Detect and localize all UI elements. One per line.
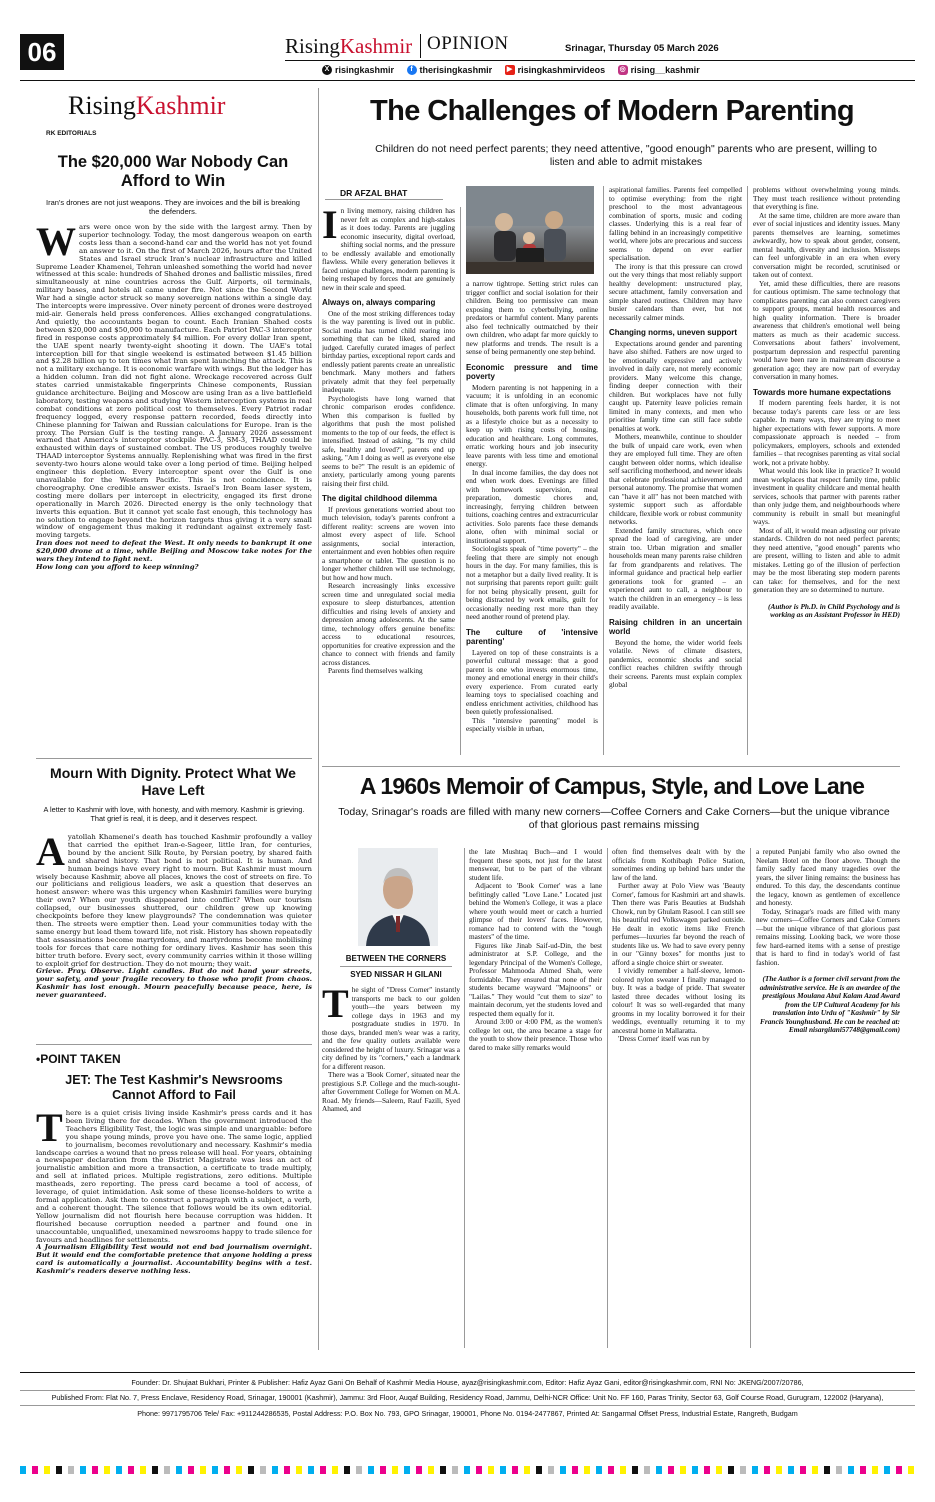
parenting-subtitle: Children do not need perfect parents; they need attentive, "good enough" parents who are present, willing to listen and able to admit mistakes bbox=[375, 143, 877, 168]
registration-swatch bbox=[692, 1466, 698, 1474]
registration-swatch bbox=[176, 1466, 182, 1474]
registration-swatch bbox=[380, 1466, 386, 1474]
dateline: Srinagar, Thursday 05 March 2026 bbox=[565, 43, 719, 54]
author-portrait bbox=[358, 848, 438, 946]
registration-swatch bbox=[296, 1466, 302, 1474]
registration-swatch bbox=[716, 1466, 722, 1474]
registration-swatch bbox=[188, 1466, 194, 1474]
footer-line-1: Founder: Dr. Shujaat Bukhari, Printer & Publisher: Hafiz Ayaz Gani On Behalf of Kashmir Media House, ayaz@risingkashmir.com, Editor: Hafiz Ayaz Gani, editor@risingkashmir.com, RNI No: JKENG/2007/20786, bbox=[131, 1378, 804, 1387]
x-icon: X bbox=[322, 65, 332, 75]
footer-top-rule bbox=[20, 1372, 915, 1373]
footer-line-2: Published From: Flat No. 7, Press Enclave, Residency Road, Srinagar, 190001 (Kashmir), Jammu: 3rd Floor, Auqaf Building, Residency Road, Jammu, Delhi-NCR Office: Unit No. FF 160, Paras Trinity, Sector 63, Golf Course Road, Gurugram, 122002 (Haryana), bbox=[51, 1393, 884, 1402]
registration-swatch bbox=[656, 1466, 662, 1474]
registration-strip bbox=[20, 1462, 915, 1472]
point-taken-closing: A Journalism Eligibility Test would not end bad journalism overnight. But it would end the comfortable pretence that anyone holding a press card is automatically a journalist. Accountability begins with a test. Kashmir's readers deserve nothing less. bbox=[36, 1243, 312, 1276]
registration-swatch bbox=[872, 1466, 878, 1474]
registration-swatch bbox=[260, 1466, 266, 1474]
mourn-closing: Grieve. Pray. Observe. Light candles. But do not hand your streets, your safety, and your fragile recovery to those who profit from chaos. Kashmir has lost enough. Mourn peacefully because peace, here, is never guaranteed. bbox=[36, 967, 312, 1000]
social-bar bbox=[322, 63, 710, 75]
registration-swatch bbox=[572, 1466, 578, 1474]
mourn-title: Mourn With Dignity. Protect What We Have Left bbox=[50, 765, 296, 798]
editorial-body bbox=[36, 224, 312, 748]
registration-swatch bbox=[632, 1466, 638, 1474]
registration-swatch bbox=[44, 1466, 50, 1474]
registration-swatch bbox=[332, 1466, 338, 1474]
registration-swatch bbox=[848, 1466, 854, 1474]
parenting-byline: DR AFZAL BHAT bbox=[340, 188, 408, 198]
registration-swatch bbox=[548, 1466, 554, 1474]
registration-swatch bbox=[248, 1466, 254, 1474]
registration-swatch bbox=[452, 1466, 458, 1474]
left-column-divider bbox=[318, 88, 319, 1350]
registration-swatch bbox=[80, 1466, 86, 1474]
registration-swatch bbox=[788, 1466, 794, 1474]
facebook-icon: f bbox=[407, 65, 417, 75]
section-label: OPINION bbox=[427, 33, 509, 54]
registration-swatch bbox=[476, 1466, 482, 1474]
youtube-icon: ▶ bbox=[505, 65, 515, 75]
registration-swatch bbox=[308, 1466, 314, 1474]
registration-swatch bbox=[224, 1466, 230, 1474]
brand-rising: Rising bbox=[285, 34, 340, 58]
editorial-title: The $20,000 War Nobody Can Afford to Win bbox=[57, 153, 289, 190]
registration-swatch bbox=[800, 1466, 806, 1474]
registration-swatch bbox=[764, 1466, 770, 1474]
registration-swatch bbox=[164, 1466, 170, 1474]
parenting-divider-3 bbox=[747, 186, 748, 755]
byline-rule bbox=[325, 199, 443, 200]
footer-rule-3 bbox=[20, 1405, 915, 1406]
memoir-col-4: a reputed Punjabi family who also owned the Neelam Hotel on the floor above. Though the family sadly faced many tragedies over the years, the silver lining remains: the business has endured. To this day, the descendants continue the legacy, known as gentlemen of excellence and honesty. Today, Srinagar's roads are filled with many new corners—Coffee Corners and Cake Corners—but the unique vibrance of that glorious past remains missing. Looking back, we wore those few hard-earned items with a sense of prestige that is hard to find in today's world of fast fashion. (The Author is a former civil servant from the administrative service. He is an awardee of the prestigious Moulana Abul Kalam Azad Award from the UP Cultural Academy for his translation into Urdu of "Kashmir" by Sir Francis Younghusband. He can be reached at: Email nisargilani57748@gmail.com) bbox=[756, 848, 900, 1034]
footer-rule-2 bbox=[20, 1390, 915, 1391]
editorial-question: How long can you afford to keep winning? bbox=[36, 562, 199, 571]
registration-swatch bbox=[536, 1466, 542, 1474]
parenting-col-4: problems without overwhelming young minds. They must teach resilience without pretending that everything is fine. At the same time, children are more aware than ever of social injustices and identity issues. Many parents themselves are learning, sometimes awkwardly, how to speak about gender, consent, mental health, diversity and inclusion. Missteps can feel unforgivable in an era when every conversation might be recorded, scrutinised or taken out of context. Yet, amid these difficulties, there are reasons for cautious optimism. The same technology that complicates parenting can also connect caregivers to support groups, mental health resources and high quality information. There is broader awareness that children's emotional well being matters as much as their academic success. Conversations about fathers' involvement, postpartum depression and respectful parenting would have been rare in mainstream discourse a generation ago; they are now part of everyday conversation in many homes. Towards more humane expectations If modern parenting feels harder, it is not because today's parents care less or are less capable. In many ways, they are trying to meet higher expectations with fewer supports. A more compassionate approach is needed – from policymakers, employers, schools and extended families – that recognises parenting as vital social work, not a private hobby. What would this look like in practice? It would mean workplaces that respect family time, public investment in quality childcare and mental health services, schools that partner with parents rather than only judge them, and neighbourhoods where community is rebuilt in small but meaningful ways. Most of all, it would mean adjusting our private standards. Children do not need perfect parents; they need attentive, "good enough" parents who are present, willing to listen and able to admit mistakes. Letting go of the illusion of perfection may be the most liberating step modern parents can take: for themselves, and for the next generation they are so determined to nurture. (Author is Ph.D. in Child Psychology and is working as an Assistant Professor in HED) bbox=[753, 186, 900, 619]
registration-swatch bbox=[500, 1466, 506, 1474]
registration-swatch bbox=[560, 1466, 566, 1474]
registration-swatch bbox=[488, 1466, 494, 1474]
registration-swatch bbox=[728, 1466, 734, 1474]
registration-swatch bbox=[512, 1466, 518, 1474]
parenting-dropcap: I bbox=[322, 207, 338, 247]
point-taken-title: JET: The Test Kashmir's Newsrooms Cannot Afford to Fail bbox=[65, 1073, 283, 1102]
parenting-author-note: (Author is Ph.D. in Child Psychology and is working as an Assistant Professor in HED) bbox=[768, 601, 900, 619]
registration-swatch bbox=[200, 1466, 206, 1474]
registration-swatch bbox=[152, 1466, 158, 1474]
social-instagram[interactable]: ◎ rising__kashmir bbox=[619, 65, 700, 75]
registration-marks bbox=[20, 1465, 915, 1475]
parenting-title: The Challenges of Modern Parenting bbox=[370, 95, 854, 127]
mourn-subtitle: A letter to Kashmir with love, with honesty, and with memory. Kashmir is grieving. That grief is real, it is deep, and it deserves respect. bbox=[43, 805, 305, 823]
editorial-subtitle: Iran's drones are not just weapons. They are invoices and the bill is breaking the defenders. bbox=[46, 198, 300, 216]
heading-uncertain-world: Raising children in an uncertain world bbox=[609, 617, 742, 636]
social-facebook[interactable]: f therisingkashmir bbox=[407, 65, 493, 75]
masthead-brand bbox=[285, 34, 412, 58]
parenting-divider-1 bbox=[460, 207, 461, 755]
registration-swatch bbox=[884, 1466, 890, 1474]
registration-swatch bbox=[740, 1466, 746, 1474]
memoir-dropcap: T bbox=[322, 986, 349, 1026]
parenting-col-2: a narrow tightrope. Setting strict rules can trigger conflict and social isolation for their children. Being too permissive can mean exposing them to cyberbullying, online predators or harmful content. Many parents also feel technically outmatched by their own children, who adapt far more quickly to new platforms and trends. The result is a sense of being permanently one step behind. Economic pressure and time poverty Modern parenting is not happening in a vacuum; it is unfolding in an economic climate that is often unforgiving. In many households, both parents work full time, not as a lifestyle choice but as a necessity to keep up with rising costs of housing, education and healthcare. Long commutes, erratic working hours and job insecurity leave parents with less time and emotional energy. In dual income families, the day does not end when work does. Evenings are filled with homework supervision, meal preparation, domestic chores and, increasingly, ferrying children between tuitions, coaching centres and extracurricular activities. Solo parents face these demands alone, often with minimal social or institutional support. Sociologists speak of "time poverty" – the feeling that there are simply not enough hours in the day. For many families, this is not a metaphor but a daily lived reality. It is not surprising that parents report guilt: guilt for not being physically present, guilt for being distracted by work emails, guilt for occasionally needing rest more than they need another round of pretend play. The culture of 'intensive parenting' Layered on top of these constraints is a powerful cultural message: that a good parent is one who invests enormous time, money and emotional energy in their child's every experience. From curated early learning toys to specialised coaching and endless enrichment activities, childhood has been quietly professionalised. This "intensive parenting" model is especially visible in urban, bbox=[466, 280, 598, 733]
registration-swatch bbox=[140, 1466, 146, 1474]
brand-kashmir: Kashmir bbox=[339, 34, 413, 58]
memoir-title: A 1960s Memoir of Campus, Style, and Love Lane bbox=[359, 773, 865, 799]
mourn-dropcap: A bbox=[36, 834, 65, 874]
memoir-divider-1 bbox=[464, 848, 465, 1348]
memoir-col-1: The sight of "Dress Corner" instantly transports me back to our golden youth—the years between my college days in 1963 and my postgraduate studies in 1970. In those days, branded men's wear was a rarity, and the few quality outlets available were considered the height of luxury. Srinagar was a city defined by its "corners," each a landmark for a different reason. There was a 'Book Corner', situated near the prestigious S.P. College and the much-sought-after Government College for Women on M.A. Road. My friends—Saleem, Rauf Fazili, Syed Ahamed, and bbox=[322, 986, 460, 1113]
registration-swatch bbox=[812, 1466, 818, 1474]
registration-swatch bbox=[836, 1466, 842, 1474]
registration-swatch bbox=[284, 1466, 290, 1474]
parenting-photo bbox=[466, 186, 594, 274]
memoir-col-3: often find themselves dealt with by the officials from Kothibagh Police Station, sometimes ending up behind bars under the law of the land. Further away at Polo View was 'Beauty Corner', famous for Kashmiri art and shawls. Then there was Paris Beauties at Budshah Chowk, run by Ghulam Rasool. I can still see his beautiful red Volkswagen parked outside. He dealt in exotic items like French perfumes—luxuries far beyond the reach of students like us. We had to save every penny in our "Ginny boxes" for months just to afford a single choice shirt or sweater. I vividly remember a half-sleeve, lemon-colored nylon sweater I finally managed to buy. It was a badge of pride. That sweater lasted three decades without losing its colour! It was so well-regarded that many grooms in my locality borrowed it for their weddings, eventually returning it to my ancestral home in Mallaratta. 'Dress Corner' itself was run by bbox=[612, 848, 745, 1043]
registration-swatch bbox=[608, 1466, 614, 1474]
mourn-body: Ayatollah Khamenei's death has touched Kashmir profoundly a valley that carried the epithet Iran-e-Sageer, little Iran, for centuries, bound by the ancient Silk Route, by Persian poetry, by shared faith and shared history. That bond is not political. It is human. And human beings have every right to mourn. But Kashmir must mourn wisely because Kashmir, above all places, knows the cost of streets on fire. To our politicians and religious leaders, we ask a question that deserves an honest answer: where was this urgency when Kashmiri families were burying their own? When our youth disappeared into conflict? When our tourism collapsed, our businesses shuttered, our children grew up knowing checkpoints before they knew playgrounds? The condemnation was quieter then. The streets were emptier then. Lead your communities today with the same energy but lead them toward life, not risk. History has shown repeatedly that assassinations become martyrdoms, and martyrdoms become mobilising tools for forces that care nothing for ordinary lives. Kashmir has seen this bitter truth before. Every sect, every community carries within it those willing to exploit grief for destruction. They do not mourn; they wait. Grieve. Pray. Observe. Light candles. But do not hand your streets, your safety, and your fragile recovery to those who profit from chaos. Kashmir has lost enough. Mourn peacefully because peace, here, is never guaranteed. bbox=[36, 834, 312, 1000]
registration-swatch bbox=[356, 1466, 362, 1474]
parenting-col-3: aspirational families. Parents feel compelled to optimise everything: from the right preschool to the most advantageous combination of sports, music and coding classes. Underlying this is a real fear of falling behind in an increasingly competitive world, where jobs are precarious and success seems to depend on ever earlier specialisation. The irony is that this pressure can crowd out the very things that most reliably support healthy development: unstructured play, secure attachment, family conversation and simple shared routines. Children may have busier calendars than ever, but not necessarily calmer minds. Changing norms, uneven support Expectations around gender and parenting have also shifted. Fathers are now urged to be emotionally expressive and actively involved in daily care, not merely economic providers. Many welcome this change, finding deeper connection with their children. But workplaces have not fully caught up. Paternity leave policies remain limited in many contexts, and men who prioritise family time can still face subtle penalties at work. Mothers, meanwhile, continue to shoulder the bulk of unpaid care work, even when they are employed full time. They are often caught between older norms, which idealise self sacrificing motherhood, and newer ideals that celebrate professional achievement and personal autonomy. The promise that women can "have it all" has not been matched with systemic support such as affordable childcare, flexible work or robust community networks. Extended family structures, which once spread the load of caregiving, are under strain too. Urban migration and smaller households mean many parents raise children far from grandparents and relatives. The informal guidance and practical help earlier generations took for granted – an experienced aunt to call, a neighbour to watch the children in an emergency – is less readily available. Raising children in an uncertain world Beyond the home, the wider world feels volatile. News of climate disasters, pandemics, economic shocks and social conflict reaches children swiftly through their screens. Parents must explain complex global bbox=[609, 186, 742, 689]
registration-swatch bbox=[68, 1466, 74, 1474]
parenting-col-1: In living memory, raising children has never felt as complex and high-stakes as it does today. Parents are juggling economic insecurity, digital overload, shifting social norms, and the pressure to be endlessly available and emotionally flawless. While every generation believes it faced unique challenges, modern parenting is being reshaped by forces that are genuinely new in their scale and speed. Always on, always comparing One of the most striking differences today is the way parenting is lived out in public. Social media has turned child rearing into something that can be liked, shared and judged. Carefully curated images of perfect birthday parties, exceptional report cards and endlessly patient parents create an unrealistic benchmark. Many mothers and fathers privately admit that they feel perpetually inadequate. Psychologists have long warned that chronic comparison erodes confidence. When this comparison is fuelled by algorithms that push the most polished moments to the top of our feeds, the effect is intensified. Instead of asking, "Is my child safe, healthy and loved?", parents end up asking, "Am I doing as well as everyone else seems to be?" The result is an epidemic of anxiety, particularly among young parents raising their first child. The digital childhood dilemma If previous generations worried about too much television, today's parents confront a different reality: screens are woven into almost every aspect of life. School assignments, social interaction, entertainment and even hobbies often require a smartphone or tablet. The question is no longer whether children will use technology, but how and how much. Research increasingly links excessive screen time and unregulated social media exposure to sleep disturbances, attention difficulties and rising levels of anxiety and depression among adolescents. At the same time, technology offers genuine benefits: access to educational resources, opportunities for creative expression and the chance to connect with friends and family across distances. Parents find themselves walking bbox=[322, 207, 455, 675]
family-illustration bbox=[466, 186, 594, 274]
registration-swatch bbox=[236, 1466, 242, 1474]
registration-swatch bbox=[404, 1466, 410, 1474]
registration-swatch bbox=[908, 1466, 914, 1474]
mourn-rule bbox=[36, 1044, 312, 1045]
heading-humane-expectations: Towards more humane expectations bbox=[753, 387, 892, 397]
memoir-divider-2 bbox=[607, 848, 608, 1348]
heading-intensive-parenting: The culture of 'intensive parenting' bbox=[466, 627, 598, 646]
memoir-top-rule bbox=[322, 766, 900, 767]
registration-swatch bbox=[92, 1466, 98, 1474]
registration-swatch bbox=[896, 1466, 902, 1474]
registration-swatch bbox=[272, 1466, 278, 1474]
registration-swatch bbox=[104, 1466, 110, 1474]
registration-swatch bbox=[56, 1466, 62, 1474]
masthead-bottom-rule bbox=[20, 80, 915, 81]
registration-swatch bbox=[416, 1466, 422, 1474]
registration-swatch bbox=[428, 1466, 434, 1474]
point-taken-label: •POINT TAKEN bbox=[36, 1052, 121, 1066]
author-photo bbox=[358, 848, 438, 946]
parenting-divider-2 bbox=[603, 186, 604, 755]
heading-changing-norms: Changing norms, uneven support bbox=[609, 328, 738, 337]
registration-swatch bbox=[824, 1466, 830, 1474]
registration-swatch bbox=[464, 1466, 470, 1474]
registration-swatch bbox=[128, 1466, 134, 1474]
social-youtube[interactable]: ▶ risingkashmirvideos bbox=[505, 65, 606, 75]
registration-swatch bbox=[704, 1466, 710, 1474]
masthead-divider bbox=[420, 34, 421, 58]
page-number: 06 bbox=[27, 37, 57, 67]
registration-swatch bbox=[752, 1466, 758, 1474]
column-label-rule bbox=[340, 966, 452, 967]
page-number-box bbox=[20, 34, 64, 70]
point-taken-body: There is a quiet crisis living inside Kashmir's press cards and it has been living there for decades. When the government introduced the Teachers Eligibility Test, the logic was simple and unarguable: before you shape young minds, prove you have one. The same logic, applied to journalism, becomes revolutionary and necessary. Kashmir's media landscape carries a wound that no press release will heal. For years, obtaining a newspaper declaration from the District Magistrate was less an act of journalistic ambition and more a transaction, a certificate to trade multiply, and sell at inflated prices. Multiple registrations, zero editions. Multiple mastheads, zero reporting. The press card became a tool of access, of leverage, of quiet intimidation. Ask some of these license-holders to write a formal application. Ask them to construct a paragraph with a subject, a verb, and a coherent thought. The silence that follows would be its own editorial. Yellow journalism did not flourish here because corruption was hidden. It flourished because corruption needed a partner and found one in unaccountable, unqualified, unexamined newsrooms happy to trade silence for favours and headlines for settlements. A Journalism Eligibility Test would not end bad journalism overnight. But it would end the comfortable pretence that anyone holding a press card is automatically a journalist. Accountability begins with a test. Kashmir's readers deserve nothing less. bbox=[36, 1110, 312, 1276]
registration-swatch bbox=[860, 1466, 866, 1474]
heading-digital-childhood: The digital childhood dilemma bbox=[322, 494, 438, 503]
registration-swatch bbox=[584, 1466, 590, 1474]
registration-swatch bbox=[776, 1466, 782, 1474]
registration-swatch bbox=[116, 1466, 122, 1474]
registration-swatch bbox=[524, 1466, 530, 1474]
memoir-byline: SYED NISSAR H GILANI bbox=[350, 970, 442, 979]
registration-swatch bbox=[320, 1466, 326, 1474]
registration-swatch bbox=[680, 1466, 686, 1474]
heading-economic-pressure: Economic pressure and time poverty bbox=[466, 362, 598, 381]
registration-swatch bbox=[368, 1466, 374, 1474]
memoir-subtitle: Today, Srinagar's roads are filled with many new corners—Coffee Corners and Cake Corners—but the unique vibrance of that glorious past remains missing bbox=[338, 806, 890, 831]
editorial-logo: RisingKashmir bbox=[68, 91, 226, 120]
point-taken-dropcap: T bbox=[36, 1110, 63, 1150]
masthead-rule bbox=[285, 60, 915, 61]
memoir-col-2: the late Mushtaq Buch—and I would frequent these spots, not just for the latest menswear, but to be part of the vibrant student life. Adjacent to 'Book Corner' was a lane befittingly called "Love Lane." Located just behind the Women's College, it was a place where youth would meet or catch a hurried glimpse of their lovers' faces. However, romance had to contend with the "tough masters" of the time. Figures like Jinab Saif-ud-Din, the best administrator at S.P. College, and the legendary Principal of the Women's College, Professor Mahmooda Ahmed Shah, were formidable. They ensured that none of their students became wayward "Majnoons" or "Lailas." They would "cut them to size" to maintain decorum, yet the students loved and respected them equally for it. Around 3:00 or 4:00 PM, as the women's college let out, the area became a stage for the youth to show their presence. Those who dared to make silly remarks would bbox=[469, 848, 602, 1052]
editorial-rule bbox=[36, 758, 312, 759]
footer-line-3: Phone: 9971795706 Tele/ Fax: +911244286535, Postal Address: P.O. Box No. 793, GPO Srinagar, 190001, Phone No. 0194-2477867, Printed At: Sangarmal Offset Press, Industrial Estate, Rangreth, Budgam bbox=[137, 1409, 798, 1418]
registration-swatch bbox=[392, 1466, 398, 1474]
registration-swatch bbox=[344, 1466, 350, 1474]
editorial-text: ars were once won by the side with the largest army. Then by superior technology. Today, the most dangerous weapon on earth costs less than a second-hand car and the world has not yet found an answer to it. On the first of March 2026, hours after the United States and Israel struck Iran's nuclear infrastructure and killed Supreme Leader Khamenei, Tehran unleashed something the world had never witnessed at this scale: hundreds of Shahed drones and ballistic missiles, fired simultaneously at nine countries across the Gulf. Airports, oil terminals, military bases, and hotels all came under fire. Not since the Second World War had a single actor struck so many sovereign nations within a single day. The intercepts were impressive. Over ninety percent of drones were destroyed mid-air. Generals held press conferences. Allies exchanged congratulations. And quietly, the accountants began to count. Each Iranian Shahed costs between $20,000 and $50,000 to manufacture. Each Patriot PAC-3 interceptor fired in response costs approximately $4 million. For every dollar Iran spent, the UAE spent nearly twenty-eight shooting it down. The UAE's total interception bill for that single weekend is estimated between $1.45 billion and $2.28 billion up to ten times what Iran spent launching the attack. This is not a military exchange. It is economic warfare with wings. But the ledger has a hidden column. Iran did not fight alone. Wreckage recovered across Gulf states carried unmistakable fingerprints Chinese components, Russian guidance architecture. Beijing and Moscow are using Iran as a live battlefield laboratory, testing weapons and studying Western interception systems in real combat conditions at zero political cost to themselves. Every Patriot radar frequency logged, every response pattern recorded, feeds directly into Chinese planning for Taiwan and Russian calculations for Europe. Iran is the proxy. The Persian Gulf is the testing range. A January 2026 assessment warned that America's interceptor stockpile PAC-3, SM-3, THAAD could be exhausted within days of sustained combat. The US produces roughly twelve THAAD interceptor Systems annually. Replenishing what was fired in the first seventy-two hours alone would take over a long period of time. Beijing helped engineer this depletion. Every interceptor spent over the Gulf is one unavailable for the Western Pacific. This is not coincidence. It is choreography. One credible answer exists. Israel's Iron Beam laser system, costing mere dollars per intercept in electricity, engaged its first drone operationally in March 2026. Directed energy is the only technology that inverts this equation. But it cannot yet scale fast enough, this technology has no solution to engage beyond the horizon targets thus giving it a very small window of engagement thus making it redundant against extremely fast-moving targets. bbox=[36, 224, 312, 540]
registration-swatch bbox=[32, 1466, 38, 1474]
instagram-icon: ◎ bbox=[619, 66, 626, 73]
registration-swatch bbox=[668, 1466, 674, 1474]
memoir-divider-3 bbox=[750, 848, 751, 1348]
registration-swatch bbox=[620, 1466, 626, 1474]
editorial-closing: Iran does not need to defeat the West. It only needs to bankrupt it one $20,000 drone at a time, while Beijing and Moscow take notes for the wars they intend to fight next. bbox=[36, 539, 312, 564]
registration-swatch bbox=[440, 1466, 446, 1474]
registration-swatch bbox=[212, 1466, 218, 1474]
registration-swatch bbox=[20, 1466, 26, 1474]
bullet-icon: • bbox=[36, 1052, 41, 1066]
registration-swatch bbox=[596, 1466, 602, 1474]
memoir-column-label: BETWEEN THE CORNERS bbox=[345, 954, 447, 963]
editorial-label: RK EDITORIALS bbox=[46, 130, 97, 137]
heading-always-on: Always on, always comparing bbox=[322, 298, 436, 307]
social-x[interactable]: X risingkashmir bbox=[322, 65, 394, 75]
memoir-author-note: (The Author is a former civil servant from the administrative service. He is an awardee of the prestigious Moulana Abul Kalam Azad Award from the UP Cultural Academy for his translation into Urdu of "Kashmir" by Sir Francis Younghusband. He can be reached at: Email nisargilani57748@gmail.com) bbox=[759, 974, 900, 1034]
registration-swatch bbox=[644, 1466, 650, 1474]
editorial-dropcap: W bbox=[36, 224, 76, 264]
